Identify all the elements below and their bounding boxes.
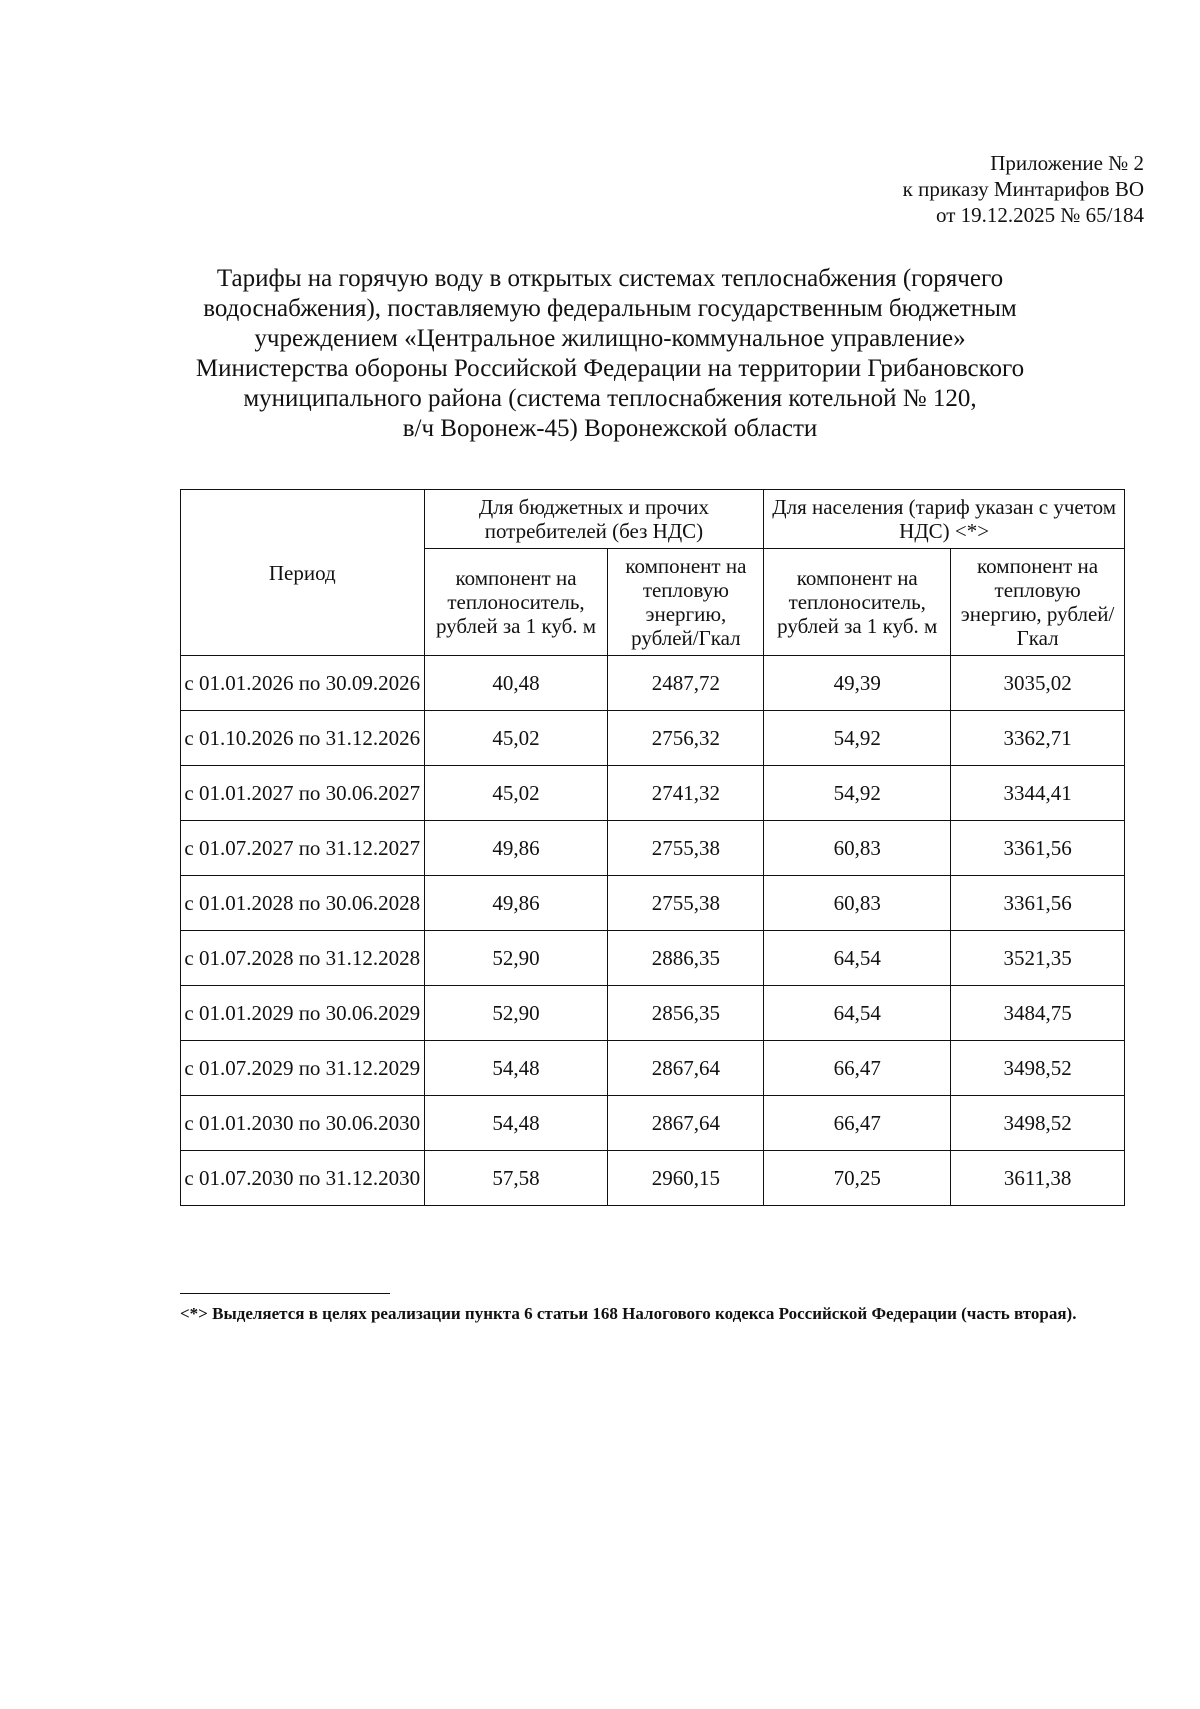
- cell-period: с 01.01.2029 по 30.06.2029: [181, 986, 425, 1041]
- cell-period: с 01.01.2026 по 30.09.2026: [181, 656, 425, 711]
- table-row: [181, 931, 1125, 986]
- table-row: [181, 876, 1125, 931]
- cell-budget-energy: 2867,64: [608, 1096, 764, 1151]
- cell-population-energy: 3611,38: [951, 1151, 1125, 1206]
- cell-budget-carrier: 54,48: [424, 1096, 608, 1151]
- cell-population-carrier: 60,83: [764, 876, 951, 931]
- table-row: [181, 711, 1125, 766]
- table-row: [181, 766, 1125, 821]
- cell-population-carrier: 60,83: [764, 821, 951, 876]
- cell-population-carrier: 49,39: [764, 656, 951, 711]
- annex-reference: [903, 150, 1144, 228]
- cell-population-carrier: 70,25: [764, 1151, 951, 1206]
- header-population-carrier: компонент на теплоноситель, рублей за 1 куб. м: [764, 549, 951, 656]
- table-row: [181, 821, 1125, 876]
- cell-population-energy: 3361,56: [951, 821, 1125, 876]
- header-group-budget: Для бюджетных и прочих потребителей (без НДС): [424, 490, 764, 549]
- cell-population-energy: 3498,52: [951, 1041, 1125, 1096]
- title-line: Тарифы на горячую воду в открытых системах теплоснабжения (горячего: [216, 265, 1004, 292]
- cell-population-carrier: 64,54: [764, 931, 951, 986]
- cell-budget-energy: 2756,32: [608, 711, 764, 766]
- cell-budget-carrier: 49,86: [424, 876, 608, 931]
- table-body: [181, 656, 1125, 1206]
- cell-budget-carrier: 40,48: [424, 656, 608, 711]
- title-line: в/ч Воронеж-45) Воронежской области: [402, 415, 818, 442]
- cell-budget-energy: 2960,15: [608, 1151, 764, 1206]
- cell-period: с 01.07.2027 по 31.12.2027: [181, 821, 425, 876]
- cell-population-carrier: 54,92: [764, 766, 951, 821]
- cell-population-energy: 3498,52: [951, 1096, 1125, 1151]
- header-group-population: Для населения (тариф указан с учетом НДС) <*>: [764, 490, 1125, 549]
- cell-population-energy: 3362,71: [951, 711, 1125, 766]
- title-line: муниципального района (система теплоснабжения котельной № 120,: [243, 385, 977, 412]
- cell-period: с 01.01.2030 по 30.06.2030: [181, 1096, 425, 1151]
- cell-budget-energy: 2487,72: [608, 656, 764, 711]
- cell-budget-energy: 2755,38: [608, 821, 764, 876]
- cell-budget-energy: 2755,38: [608, 876, 764, 931]
- cell-population-energy: 3344,41: [951, 766, 1125, 821]
- cell-population-energy: 3521,35: [951, 931, 1125, 986]
- table-row: [181, 986, 1125, 1041]
- footnote-divider: [180, 1293, 390, 1294]
- annex-order: к приказу Минтарифов ВО: [902, 177, 1144, 201]
- title-line: водоснабжения), поставляемую федеральным государственным бюджетным: [203, 295, 1017, 322]
- table-row: [181, 1096, 1125, 1151]
- cell-population-energy: 3484,75: [951, 986, 1125, 1041]
- cell-budget-carrier: 45,02: [424, 766, 608, 821]
- cell-population-carrier: 54,92: [764, 711, 951, 766]
- cell-period: с 01.10.2026 по 31.12.2026: [181, 711, 425, 766]
- cell-period: с 01.07.2030 по 31.12.2030: [181, 1151, 425, 1206]
- annex-date: от 19.12.2025 № 65/184: [935, 203, 1144, 227]
- cell-budget-carrier: 45,02: [424, 711, 608, 766]
- cell-budget-energy: 2741,32: [608, 766, 764, 821]
- cell-budget-energy: 2867,64: [608, 1041, 764, 1096]
- cell-period: с 01.07.2028 по 31.12.2028: [181, 931, 425, 986]
- cell-budget-carrier: 52,90: [424, 931, 608, 986]
- cell-population-energy: 3361,56: [951, 876, 1125, 931]
- cell-population-carrier: 66,47: [764, 1041, 951, 1096]
- cell-budget-carrier: 57,58: [424, 1151, 608, 1206]
- header-budget-carrier: компонент на теплоноситель, рублей за 1 куб. м: [424, 549, 608, 656]
- header-period: Период: [181, 490, 425, 656]
- title-line: учреждением «Центральное жилищно-коммунальное управление»: [254, 325, 966, 352]
- title-line: Министерства обороны Российской Федерации на территории Грибановского: [195, 355, 1025, 382]
- cell-period: с 01.07.2029 по 31.12.2029: [181, 1041, 425, 1096]
- cell-period: с 01.01.2028 по 30.06.2028: [181, 876, 425, 931]
- document-title: [140, 264, 1080, 444]
- table-row: [181, 1041, 1125, 1096]
- table-row: [181, 656, 1125, 711]
- cell-budget-carrier: 54,48: [424, 1041, 608, 1096]
- tariff-table: [180, 489, 1125, 1206]
- cell-population-carrier: 64,54: [764, 986, 951, 1041]
- footnote: <*> Выделяется в целях реализации пункта 6 статьи 168 Налогового кодекса Российской Федерации (часть вторая).: [180, 1304, 1077, 1323]
- cell-budget-carrier: 49,86: [424, 821, 608, 876]
- cell-population-energy: 3035,02: [951, 656, 1125, 711]
- cell-budget-energy: 2856,35: [608, 986, 764, 1041]
- cell-budget-carrier: 52,90: [424, 986, 608, 1041]
- cell-population-carrier: 66,47: [764, 1096, 951, 1151]
- header-budget-energy: компонент на тепловую энергию, рублей/Гкал: [608, 549, 764, 656]
- cell-budget-energy: 2886,35: [608, 931, 764, 986]
- annex-number: Приложение № 2: [990, 151, 1144, 175]
- table-row: [181, 1151, 1125, 1206]
- cell-period: с 01.01.2027 по 30.06.2027: [181, 766, 425, 821]
- header-population-energy: компонент на тепловую энергию, рублей/Гкал: [951, 549, 1125, 656]
